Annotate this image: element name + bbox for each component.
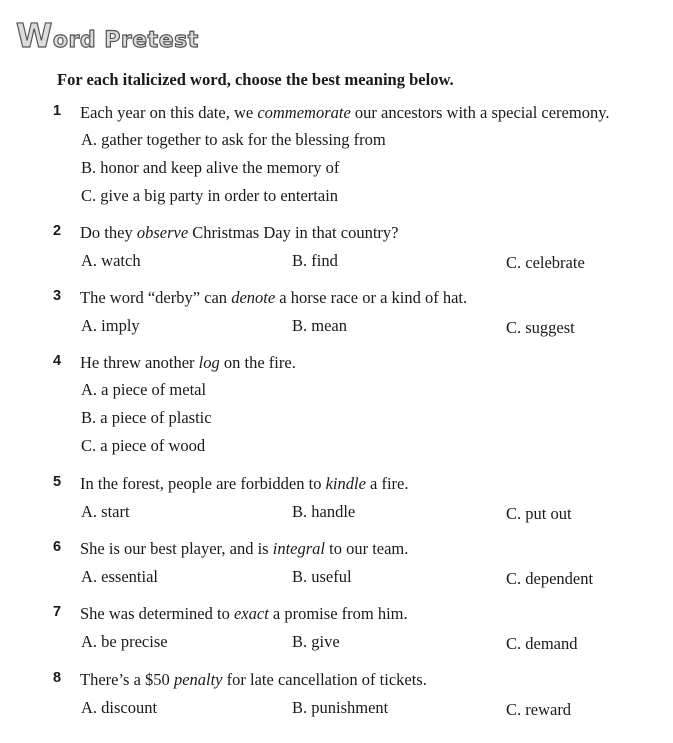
option-c[interactable]: C. reward bbox=[506, 700, 572, 719]
question-stem: Do they observe Christmas Day in that country? bbox=[80, 223, 399, 242]
question-4 bbox=[0, 353, 673, 464]
option-b[interactable]: B. useful bbox=[292, 567, 352, 586]
question-6 bbox=[0, 539, 673, 589]
option-c[interactable]: C. celebrate bbox=[506, 253, 585, 272]
question-5 bbox=[0, 474, 673, 524]
option-b[interactable]: B. give bbox=[292, 632, 340, 651]
question-1 bbox=[0, 103, 673, 214]
target-word: observe bbox=[136, 223, 189, 242]
options-row bbox=[0, 628, 673, 654]
question-stem: Each year on this date, we commemorate our ancestors with a special ceremony. bbox=[80, 103, 610, 122]
option-a[interactable]: A. a piece of metal bbox=[81, 380, 207, 399]
option-c[interactable]: C. put out bbox=[506, 504, 572, 523]
target-word: denote bbox=[231, 288, 276, 307]
options-row bbox=[0, 247, 673, 273]
option-c[interactable]: C. dependent bbox=[506, 569, 594, 588]
option-b[interactable]: B. find bbox=[292, 251, 338, 270]
title-initial: W bbox=[16, 16, 53, 55]
instructions: For each italicized word, choose the best meaning below. bbox=[57, 70, 454, 89]
option-a[interactable]: A. essential bbox=[81, 567, 158, 586]
question-number: 3 bbox=[53, 288, 62, 304]
question-number: 1 bbox=[53, 103, 62, 119]
option-a[interactable]: A. be precise bbox=[81, 632, 168, 651]
options-row bbox=[0, 498, 673, 524]
option-c[interactable]: C. suggest bbox=[506, 318, 575, 337]
option-a[interactable]: A. discount bbox=[81, 698, 158, 717]
question-stem: She is our best player, and is integral to our team. bbox=[80, 539, 409, 558]
option-a[interactable]: A. gather together to ask for the blessing from bbox=[81, 130, 386, 149]
option-c[interactable]: C. demand bbox=[506, 634, 578, 653]
option-b[interactable]: B. honor and keep alive the memory of bbox=[81, 158, 340, 177]
option-a[interactable]: A. watch bbox=[81, 251, 141, 270]
question-number: 6 bbox=[53, 539, 62, 555]
question-7 bbox=[0, 604, 673, 654]
target-word: integral bbox=[272, 539, 325, 558]
question-number: 2 bbox=[53, 223, 62, 239]
option-a[interactable]: A. start bbox=[81, 502, 130, 521]
target-word: commemorate bbox=[257, 103, 351, 122]
question-2 bbox=[0, 223, 673, 273]
target-word: penalty bbox=[173, 670, 223, 689]
question-number: 7 bbox=[53, 604, 62, 620]
question-stem: He threw another log on the fire. bbox=[80, 353, 296, 372]
option-b[interactable]: B. a piece of plastic bbox=[81, 408, 212, 427]
option-a[interactable]: A. imply bbox=[81, 316, 140, 335]
title-rest: ord Pretest bbox=[52, 28, 199, 53]
options-row bbox=[0, 563, 673, 589]
question-number: 4 bbox=[53, 353, 62, 369]
options-row bbox=[0, 312, 673, 338]
question-stem: In the forest, people are forbidden to kindle a fire. bbox=[80, 474, 409, 493]
options-row bbox=[0, 694, 673, 720]
option-b[interactable]: B. mean bbox=[292, 316, 347, 335]
option-c[interactable]: C. give a big party in order to entertain bbox=[81, 186, 339, 205]
question-number: 8 bbox=[53, 670, 62, 686]
target-word: kindle bbox=[325, 474, 366, 493]
options-list bbox=[0, 130, 673, 214]
question-stem: The word “derby” can denote a horse race or a kind of hat. bbox=[80, 288, 468, 307]
question-stem: She was determined to exact a promise from him. bbox=[80, 604, 408, 623]
question-3 bbox=[0, 288, 673, 338]
options-list bbox=[0, 380, 673, 464]
question-8 bbox=[0, 670, 673, 720]
target-word: exact bbox=[233, 604, 269, 623]
target-word: log bbox=[198, 353, 220, 372]
question-number: 5 bbox=[53, 474, 62, 490]
question-stem: There’s a $50 penalty for late cancellation of tickets. bbox=[80, 670, 427, 689]
option-c[interactable]: C. a piece of wood bbox=[81, 436, 206, 455]
page-title bbox=[16, 16, 199, 55]
option-b[interactable]: B. punishment bbox=[292, 698, 389, 717]
option-b[interactable]: B. handle bbox=[292, 502, 356, 521]
